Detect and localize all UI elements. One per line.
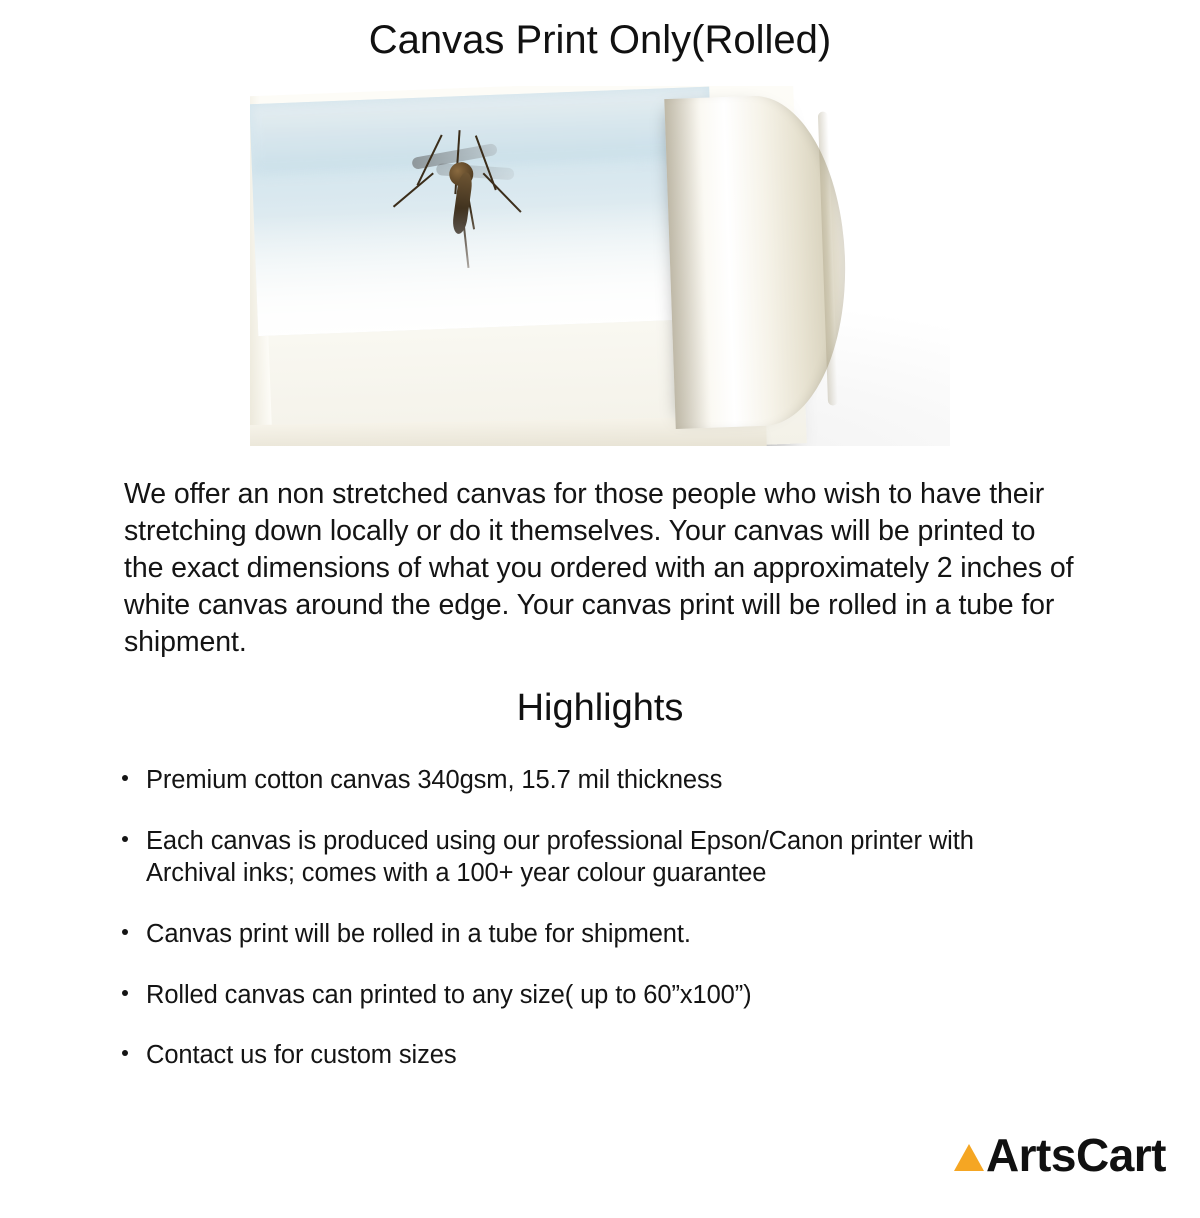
product-description-page: [0, 18, 1200, 1218]
brand-name-second: Cart: [1075, 1129, 1166, 1181]
bullet-icon: [122, 1050, 128, 1056]
white-haze-overlay: [254, 199, 718, 337]
triangle-logo-icon: [954, 1144, 984, 1171]
list-item-label: Rolled canvas can printed to any size( up to 60”x100”): [146, 980, 752, 1009]
highlights-list: [0, 764, 1000, 1072]
brand-name-first: Arts: [985, 1129, 1076, 1181]
product-description-text: We offer an non stretched canvas for those people who wish to have their stretching down locally or do it themselves. Your canvas will be printed to the exact dimensions of what you ordered with an approximately 2 inches of white canvas around the edge. Your canvas print will be rolled in a tube for shipment.: [124, 478, 1074, 659]
list-item: [122, 1039, 1000, 1072]
list-item-label: Each canvas is produced using our professional Epson/Canon printer with Archival inks; comes with a 100+ year colour guarantee: [146, 826, 974, 888]
hero-image-container: [160, 86, 1040, 446]
highlights-heading: Highlights: [516, 687, 684, 730]
list-item: [122, 825, 1000, 890]
list-item: [122, 979, 1000, 1012]
wing-lower: [436, 163, 515, 180]
rolled-canvas-photo: [250, 86, 950, 446]
printed-artwork-area: [250, 87, 718, 336]
brand-logo: [954, 1128, 1166, 1182]
list-item-label: Premium cotton canvas 340gsm, 15.7 mil thickness: [146, 766, 723, 795]
list-item: [122, 918, 1000, 951]
list-item-label: Contact us for custom sizes: [146, 1041, 457, 1070]
leg-4: [393, 172, 434, 207]
bullet-icon: [122, 990, 128, 996]
list-item-label: Canvas print will be rolled in a tube for shipment.: [146, 920, 691, 949]
bullet-icon: [122, 836, 128, 842]
bullet-icon: [122, 775, 128, 781]
list-item: [122, 764, 1000, 797]
page-title: Canvas Print Only(Rolled): [368, 18, 832, 62]
bullet-icon: [122, 929, 128, 935]
